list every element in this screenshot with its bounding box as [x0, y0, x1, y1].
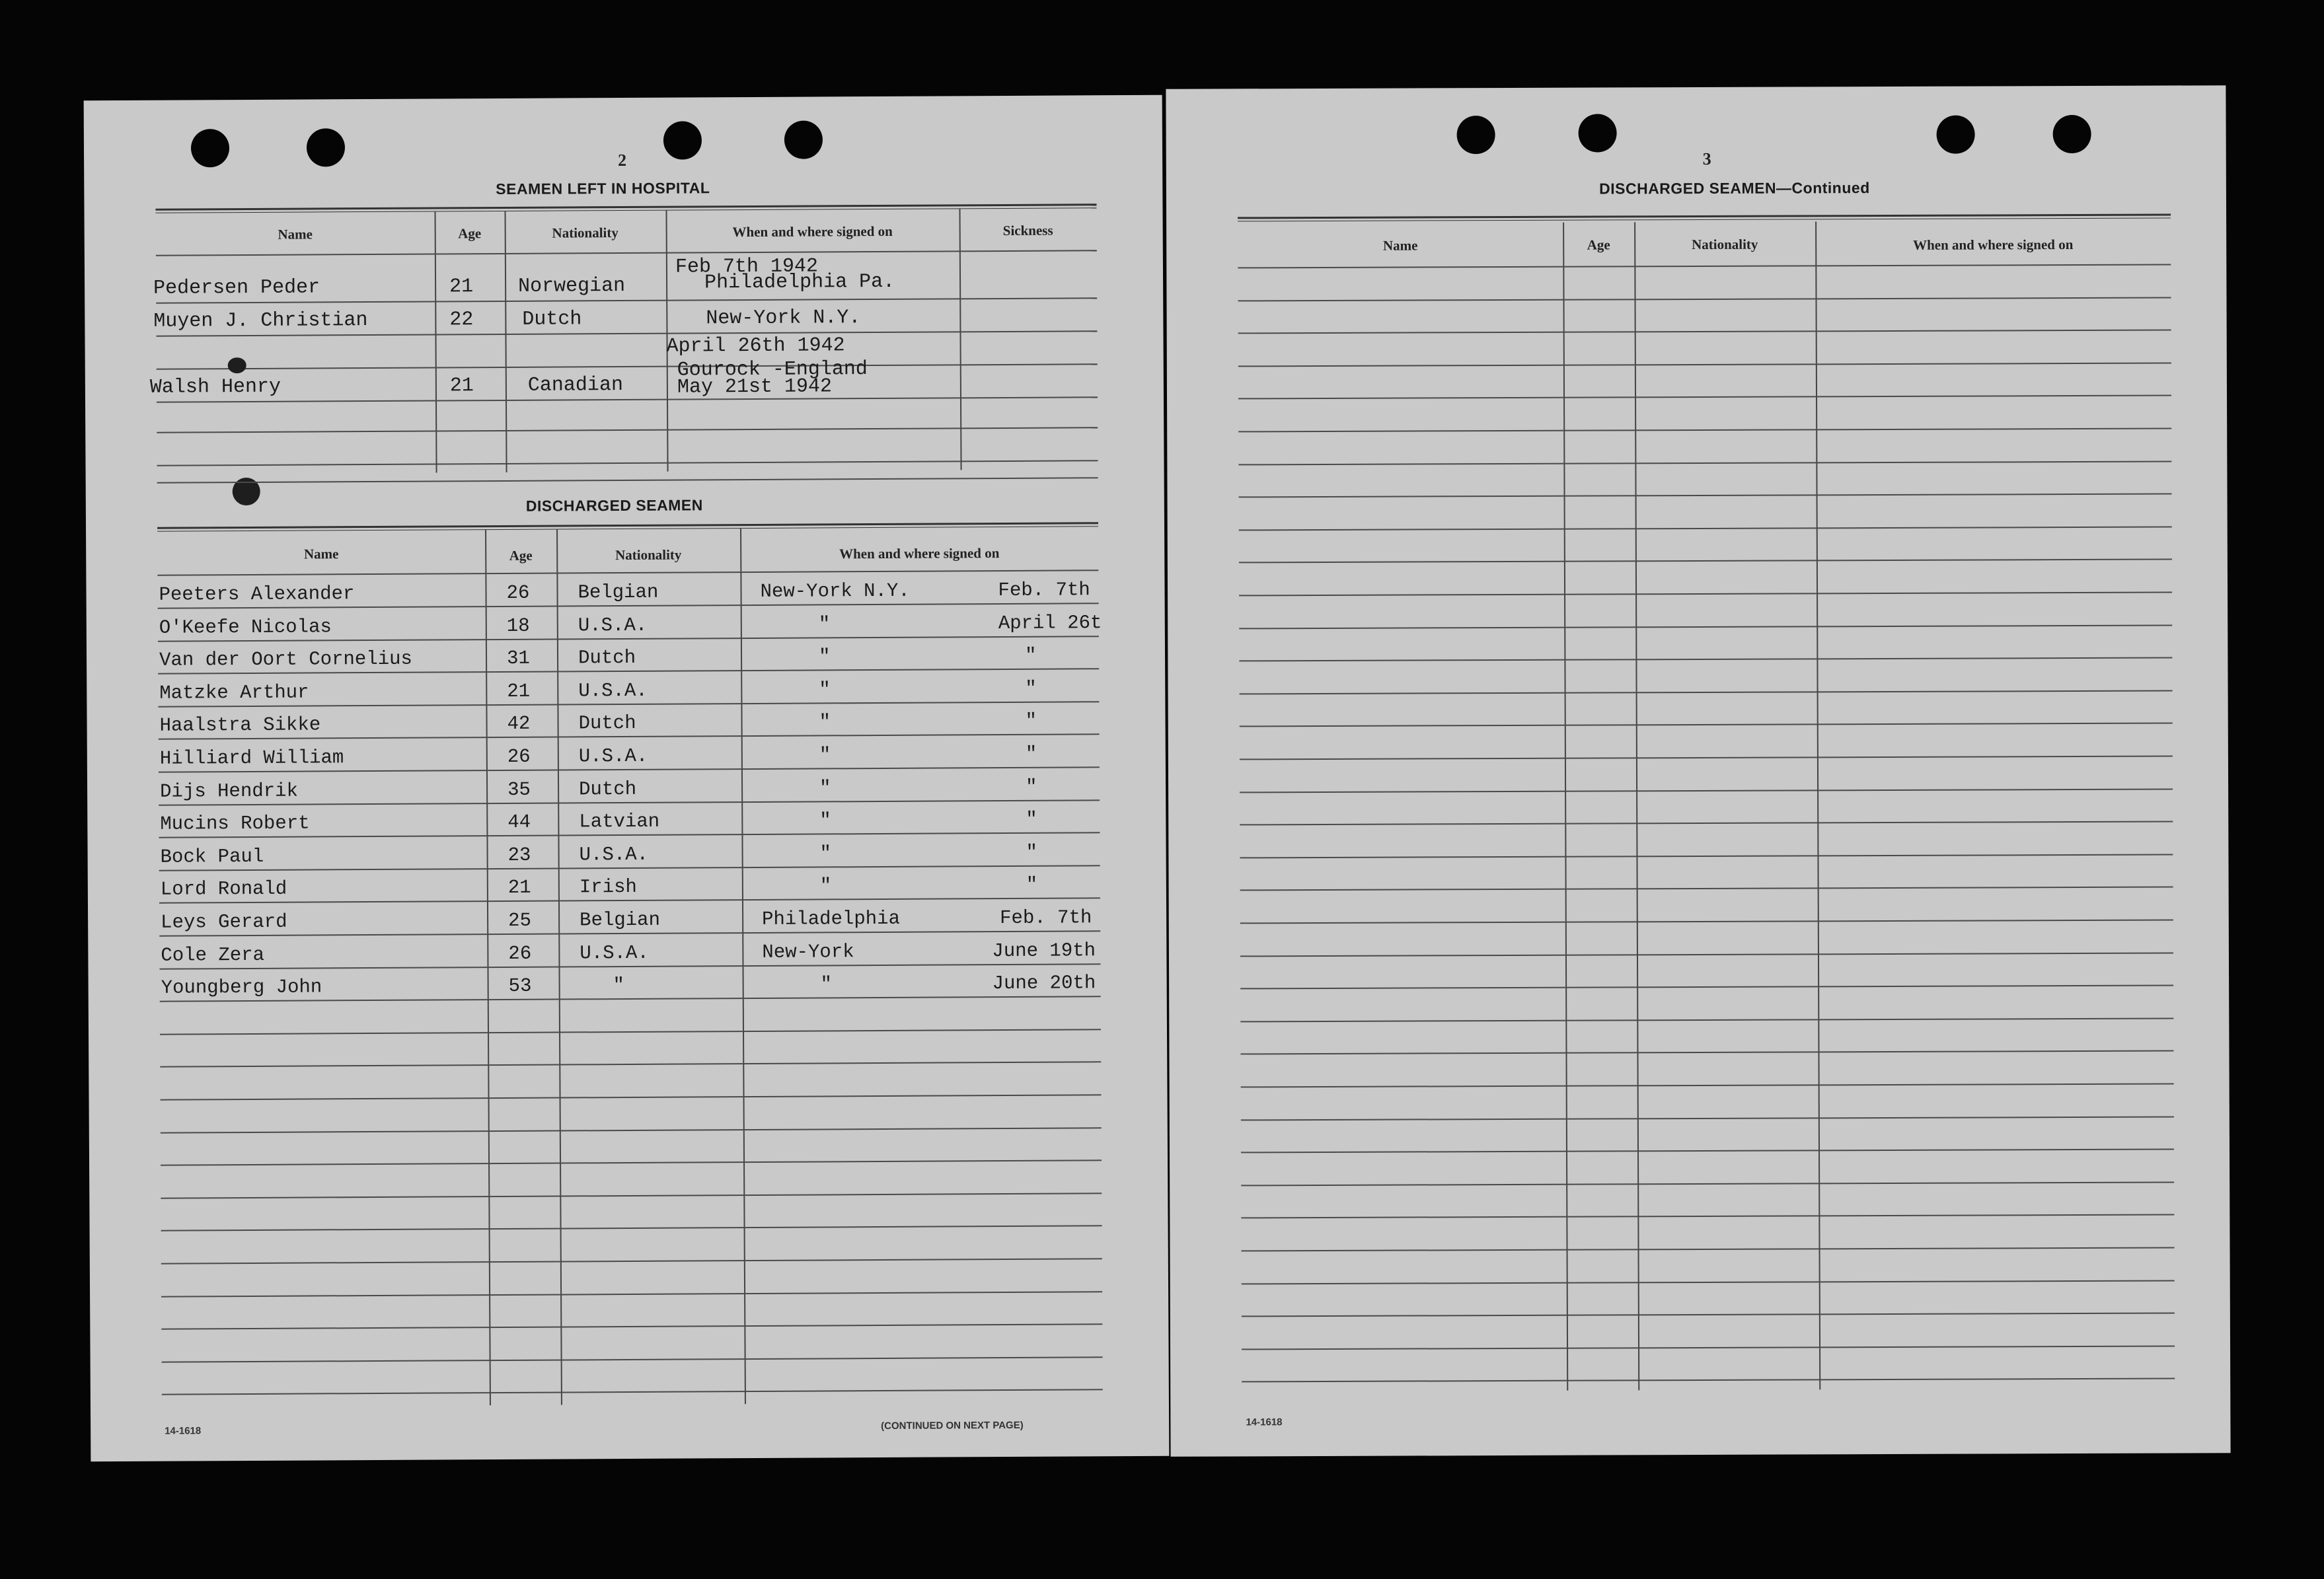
discharged-row-age: 31	[506, 647, 530, 669]
hospital-row-age: 21	[449, 275, 474, 299]
header-signed-on: When and where signed on	[839, 545, 1000, 562]
ruled-line	[1240, 854, 2173, 858]
ruled-line	[162, 1389, 1103, 1395]
hospital-row-nationality: Norwegian	[518, 274, 626, 298]
discharged-row-age: 23	[507, 844, 531, 866]
discharged-row-nationality: U.S.A.	[578, 745, 648, 768]
discharged-row-age: 26	[507, 745, 531, 768]
discharged-row-age: 42	[507, 712, 531, 735]
ruled-line	[159, 865, 1100, 871]
ruled-line	[1238, 297, 2171, 301]
discharged-row-nationality: Belgian	[580, 908, 661, 932]
ruled-line	[1241, 1083, 2174, 1087]
discharged-row-name: Dijs Hendrik	[160, 780, 299, 803]
ruled-line	[1240, 984, 2173, 989]
discharged-row-date: "	[1026, 873, 1038, 896]
discharged-row-age: 53	[508, 974, 532, 997]
ruled-line	[1242, 1377, 2175, 1382]
discharged-row-name: Mucins Robert	[160, 812, 310, 835]
discharged-row-nationality: U.S.A.	[578, 614, 648, 637]
hospital-row-signed-place: May 21st 1942	[677, 375, 833, 399]
discharged-row-place: New-York	[762, 941, 854, 963]
ruled-line	[159, 930, 1100, 936]
discharged-row-name: Hilliard William	[159, 747, 344, 770]
ruled-line	[161, 1258, 1102, 1264]
discharged-row-place: "	[819, 875, 832, 897]
hospital-row-signed-place: New-York N.Y.	[706, 307, 861, 330]
discharged-row-date: June 19th	[992, 939, 1096, 963]
discharged-row-place: "	[819, 777, 831, 799]
punch-hole	[307, 128, 345, 166]
discharged-row-name: Cole Zera	[161, 943, 265, 967]
punch-hole	[663, 121, 702, 159]
discharged-row-age: 35	[507, 778, 531, 801]
discharged-row-age: 25	[508, 909, 532, 932]
header-signed-on: When and where signed on	[732, 223, 893, 240]
ruled-line	[1239, 558, 2172, 563]
ruled-line	[1239, 591, 2172, 596]
right-page	[1166, 85, 2230, 1457]
ruled-line	[162, 1356, 1103, 1362]
discharged-row-name: O'Keefe Nicolas	[159, 616, 332, 639]
discharged-row-age: 21	[507, 680, 531, 702]
discharged-row-name: Haalstra Sikke	[159, 714, 321, 737]
discharged-row-date: "	[1026, 808, 1037, 830]
ruled-line	[1241, 1214, 2174, 1218]
hospital-row-age: 21	[449, 375, 474, 398]
discharged-row-nationality: U.S.A.	[580, 941, 649, 965]
hospital-section-title: SEAMEN LEFT IN HOSPITAL	[496, 179, 710, 198]
hospital-row-nationality: Dutch	[522, 308, 582, 331]
discharged-row-name: Peeters Alexander	[159, 583, 355, 606]
ruled-line	[1241, 1148, 2174, 1153]
discharged-row-place: "	[819, 679, 831, 701]
ink-smudge	[228, 357, 246, 373]
discharged-row-name: Youngberg John	[161, 976, 322, 999]
ruled-line	[1242, 1312, 2175, 1317]
discharged-row-age: 26	[508, 942, 532, 965]
discharged-row-date: Feb. 7th	[998, 579, 1090, 602]
ruled-line	[1240, 919, 2173, 924]
discharged-row-nationality: Latvian	[579, 810, 660, 833]
form-number: 14-1618	[165, 1425, 202, 1437]
ruled-line	[1238, 329, 2171, 334]
hospital-row-name: Walsh Henry	[149, 375, 281, 399]
ruled-line	[160, 1029, 1101, 1035]
form-number: 14-1618	[1246, 1416, 1283, 1428]
discharged-row-nationality: "	[613, 974, 625, 997]
ruled-line	[1238, 394, 2171, 399]
continued-note: (CONTINUED ON NEXT PAGE)	[881, 1419, 1024, 1432]
ruled-line	[159, 799, 1100, 805]
ruled-line	[161, 1291, 1102, 1297]
discharged-row-nationality: Irish	[579, 875, 637, 899]
ruled-line	[1238, 264, 2171, 268]
discharged-row-date: "	[1025, 776, 1037, 798]
ruled-line	[1240, 886, 2173, 891]
discharged-row-nationality: U.S.A.	[578, 679, 648, 702]
ruled-line	[1240, 821, 2173, 825]
ruled-line	[1240, 722, 2173, 727]
hospital-row-name: Pedersen Peder	[153, 276, 320, 300]
hospital-row-age: 22	[449, 309, 474, 332]
discharged-row-place: "	[820, 973, 833, 996]
discharged-row-date: Feb. 7th	[1000, 906, 1092, 930]
discharged-row-name: Van der Oort Cornelius	[159, 647, 413, 671]
ruled-line	[161, 1159, 1102, 1165]
discharged-row-age: 21	[507, 876, 531, 899]
ruled-line	[1238, 362, 2171, 367]
ruled-line	[1242, 1280, 2175, 1284]
discharged-row-place: "	[819, 842, 832, 865]
discharged-row-nationality: Dutch	[578, 646, 636, 669]
ruled-line	[1239, 657, 2172, 661]
ruled-line	[1240, 788, 2173, 793]
punch-hole	[191, 129, 229, 167]
header-age: Age	[509, 547, 533, 564]
header-name: Name	[303, 546, 339, 562]
discharged-row-name: Leys Gerard	[161, 910, 287, 934]
ruled-line	[1239, 624, 2172, 629]
ruled-line	[1240, 1017, 2173, 1022]
header-age: Age	[1587, 237, 1610, 253]
ruled-line	[160, 1061, 1101, 1067]
discharged-row-nationality: Dutch	[579, 778, 637, 801]
discharged-row-nationality: Belgian	[578, 581, 659, 604]
header-age: Age	[458, 225, 482, 242]
discharged-row-nationality: Dutch	[578, 712, 636, 735]
discharged-section-title: DISCHARGED SEAMEN	[525, 496, 703, 515]
discharged-row-place: "	[818, 613, 831, 636]
discharged-row-age: 26	[506, 581, 530, 604]
header-nationality: Nationality	[552, 225, 618, 241]
hospital-row-signed-date: April 26th 1942	[666, 334, 845, 358]
discharged-row-name: Matzke Arthur	[159, 681, 309, 704]
ruled-line	[1240, 690, 2173, 694]
discharged-row-date: "	[1024, 644, 1037, 667]
discharged-row-name: Lord Ronald	[160, 877, 287, 900]
ruled-line	[1242, 1247, 2175, 1251]
discharged-row-date: June 20th	[992, 972, 1096, 995]
ruled-line	[1238, 427, 2171, 432]
discharged-row-place: "	[818, 645, 831, 668]
hospital-row-signed-place: Philadelphia Pa.	[704, 270, 895, 295]
page-number: 3	[1702, 149, 1711, 168]
ruled-line	[161, 1323, 1102, 1329]
header-name: Name	[278, 226, 313, 242]
ruled-line	[1241, 1181, 2174, 1186]
discharged-row-date: "	[1026, 841, 1038, 863]
discharged-row-date: "	[1025, 710, 1037, 732]
ruled-line	[1240, 1050, 2173, 1054]
page-title: DISCHARGED SEAMEN—Continued	[1599, 179, 1870, 198]
punch-hole	[1937, 116, 1975, 154]
header-name: Name	[1382, 237, 1418, 254]
punch-hole	[1579, 114, 1617, 152]
page-number: 2	[618, 150, 627, 170]
discharged-row-place: Philadelphia	[762, 907, 901, 930]
hospital-row-name: Muyen J. Christian	[153, 309, 368, 333]
ruled-line	[161, 1225, 1102, 1231]
header-signed-on: When and where signed on	[1913, 237, 2074, 253]
ruled-line	[159, 897, 1100, 903]
header-sickness: Sickness	[1002, 222, 1053, 239]
ruled-line	[159, 963, 1100, 969]
header-nationality: Nationality	[615, 546, 682, 564]
ruled-line	[161, 1193, 1102, 1198]
hospital-row-signed-date: Gourock -England	[677, 358, 868, 382]
ruled-line	[161, 1094, 1102, 1100]
ruled-line	[1238, 460, 2171, 465]
discharged-row-place: "	[819, 711, 831, 733]
header-nationality: Nationality	[1692, 236, 1758, 253]
left-page	[84, 95, 1170, 1462]
discharged-row-date: April 26t	[998, 612, 1102, 635]
ruled-line	[161, 1127, 1102, 1133]
discharged-row-name: Bock Paul	[160, 845, 264, 868]
ruled-line	[1241, 1116, 2174, 1120]
ruled-line	[1240, 755, 2173, 760]
punch-hole	[2053, 115, 2091, 153]
ruled-line	[1239, 493, 2172, 497]
hospital-row-nationality: Canadian	[527, 374, 624, 397]
ruled-line	[1239, 526, 2172, 531]
discharged-row-place: "	[819, 744, 831, 766]
ruled-line	[1242, 1345, 2175, 1350]
discharged-row-age: 18	[506, 614, 530, 637]
discharged-row-nationality: U.S.A.	[579, 843, 649, 866]
discharged-row-date: "	[1025, 743, 1037, 765]
discharged-row-place: New-York N.Y.	[760, 579, 910, 603]
hospital-row-signed-date: Feb 7th 1942	[675, 255, 819, 279]
punch-hole	[1457, 116, 1495, 154]
discharged-row-date: "	[1025, 677, 1037, 700]
discharged-row-age: 44	[507, 811, 531, 833]
discharged-row-place: "	[819, 809, 831, 832]
ruled-line	[1240, 952, 2173, 957]
punch-hole	[784, 120, 823, 159]
